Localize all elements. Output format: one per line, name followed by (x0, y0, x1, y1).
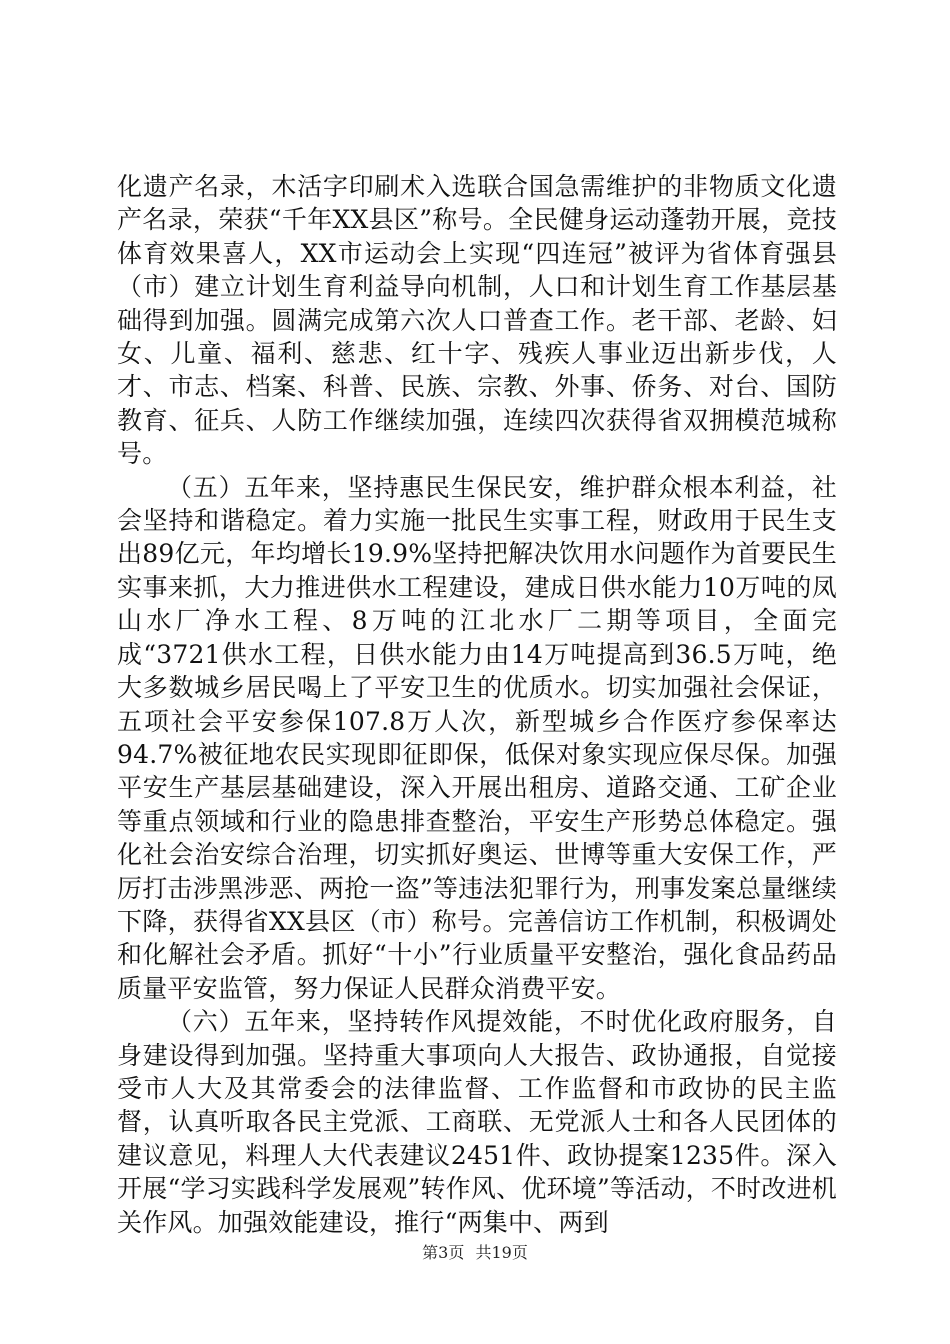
paragraph-continuation: 化遗产名录，木活字印刷术入选联合国急需维护的非物质文化遗产名录，荣获“千年XX县区”称号。全民健身运动蓬勃开展，竞技体育效果喜人，XX市运动会上实现“四连冠”被评为省体育强县（市）建立计划生育利益导向机制，人口和计划生育工作基层基础得到加强。圆满完成第六次人口普查工作。老干部、老龄、妇女、儿童、福利、慈悲、红十字、残疾人事业迈出新步伐，人才、市志、档案、科普、民族、宗教、外事、侨务、对台、国防教育、征兵、人防工作继续加强，连续四次获得省双拥模范城称号。 (117, 172, 837, 469)
page-footer (0, 1240, 950, 1263)
paragraph-section-five: （五）五年来，坚持惠民生保民安，维护群众根本利益，社会坚持和谐稳定。着力实施一批民生实事工程，财政用于民生支出89亿元，年均增长19.9%坚持把解决饮用水问题作为首要民生实事来抓，大力推进供水工程建设，建成日供水能力10万吨的凤山水厂净水工程、8万吨的江北水厂二期等项目，全面完成“3721供水工程，日供水能力由14万吨提高到36.5万吨，绝大多数城乡居民喝上了平安卫生的优质水。切实加强社会保证，五项社会平安参保107.8万人次，新型城乡合作医疗参保率达94.7%被征地农民实现即征即保，低保对象实现应保尽保。加强平安生产基层基础建设，深入开展出租房、道路交通、工矿企业等重点领域和行业的隐患排查整治，平安生产形势总体稳定。强化社会治安综合治理，切实抓好奥运、世博等重大安保工作，严厉打击涉黑涉恶、两抢一盗”等违法犯罪行为，刑事发案总量继续下降，获得省XX县区（市）称号。完善信访工作机制，积极调处和化解社会矛盾。抓好“十小”行业质量平安整治，强化食品药品质量平安监管，努力保证人民群众消费平安。 (117, 472, 837, 1003)
document-body (117, 170, 837, 1239)
paragraph-section-six: （六）五年来，坚持转作风提效能，不时优化政府服务，自身建设得到加强。坚持重大事项向人大报告、政协通报，自觉接受市人大及其常委会的法律监督、工作监督和市政协的民主监督，认真听取各民主党派、工商联、无党派人士和各人民团体的建议意见，料理人大代表建议2451件、政协提案1235件。深入开展“学习实践科学发展观”转作风、优环境”等活动，不时改进机关作风。加强效能建设，推行“两集中、两到 (117, 1007, 837, 1237)
page-total: 共19页 (475, 1243, 528, 1262)
page-number: 第3页 (422, 1243, 465, 1262)
